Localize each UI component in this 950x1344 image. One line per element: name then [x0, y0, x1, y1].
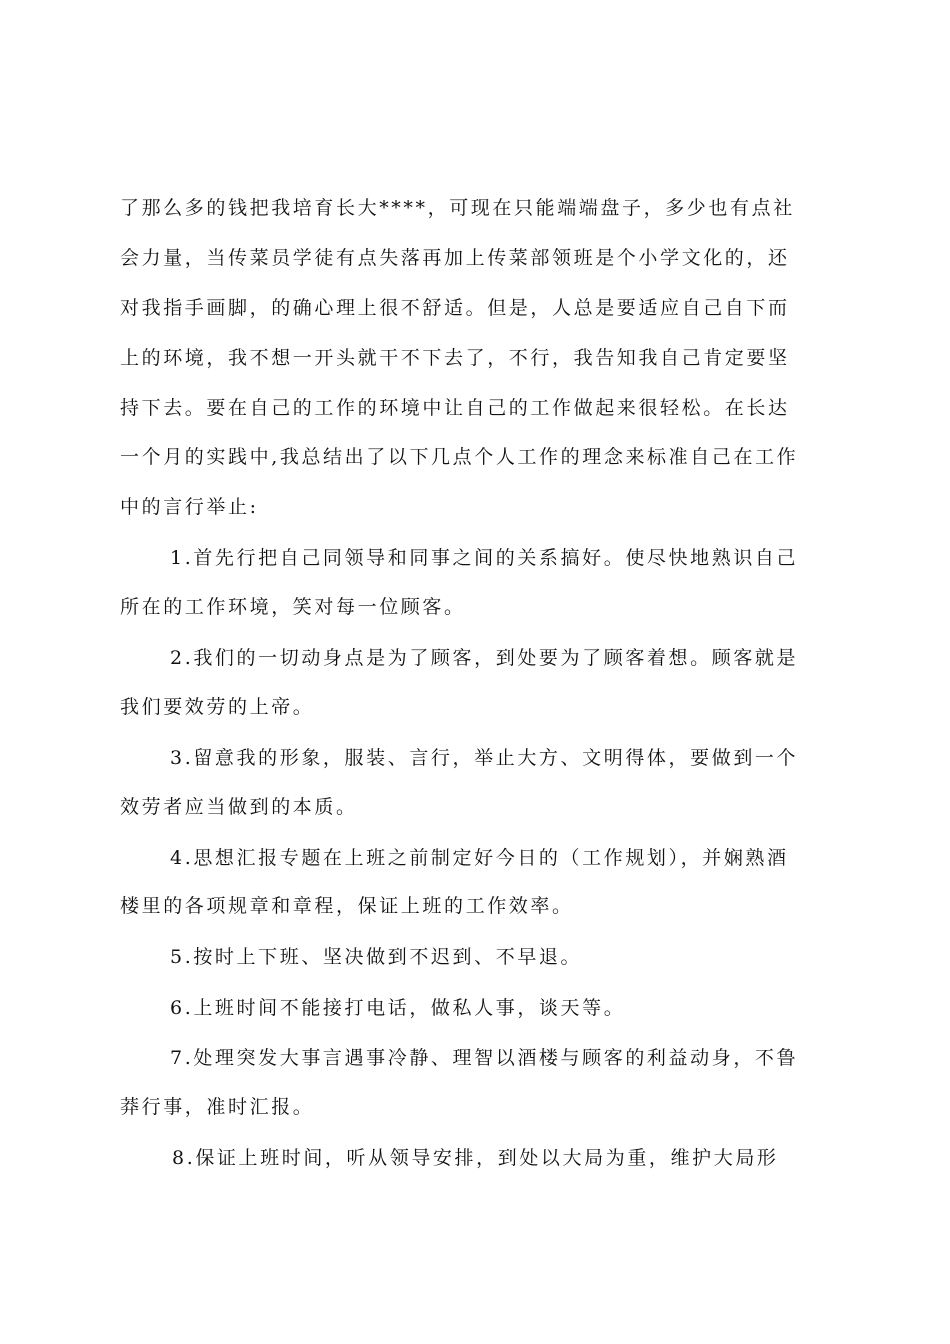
text-line: 楼里的各项规章和章程，保证上班的工作效率。 [120, 895, 574, 917]
text-line: 4.思想汇报专题在上班之前制定好今日的（工作规划），并娴熟酒 [170, 847, 789, 869]
text-line: 5.按时上下班、坚决做到不迟到、不早退。 [170, 946, 583, 968]
text-line: 莽行事，准时汇报。 [120, 1096, 315, 1118]
text-line: 持下去。要在自己的工作的环境中让自己的工作做起来很轻松。在长达 [120, 397, 790, 419]
text-line: 7.处理突发大事言遇事冷静、理智以酒楼与顾客的利益动身，不鲁 [170, 1047, 799, 1069]
text-line: 了那么多的钱把我培育长大****，可现在只能端端盘子，多少也有点社 [120, 197, 795, 219]
text-line: 所在的工作环境，笑对每一位顾客。 [120, 596, 466, 618]
text-line: 中的言行举止: [120, 496, 259, 518]
text-line: 会力量，当传菜员学徒有点失落再加上传菜部领班是个小学文化的，还 [120, 247, 790, 269]
text-line: 2.我们的一切动身点是为了顾客，到处要为了顾客着想。顾客就是 [170, 647, 799, 669]
text-line: 对我指手画脚，的确心理上很不舒适。但是，人总是要适应自己自下而 [120, 297, 790, 319]
text-line: 6.上班时间不能接打电话，做私人事，谈天等。 [170, 997, 626, 1019]
text-line: 一个月的实践中,我总结出了以下几点个人工作的理念来标准自己在工作 [120, 446, 799, 468]
text-line: 我们要效劳的上帝。 [120, 696, 315, 718]
text-line: 3.留意我的形象，服装、言行，举止大方、文明得体，要做到一个 [170, 747, 799, 769]
text-line: 效劳者应当做到的本质。 [120, 796, 358, 818]
text-line: 1.首先行把自己同领导和同事之间的关系搞好。使尽快地熟识自己 [170, 547, 799, 569]
text-line: 上的环境，我不想一开头就干不下去了，不行，我告知我自己肯定要坚 [120, 347, 790, 369]
text-line: 8.保证上班时间，听从领导安排，到处以大局为重，维护大局形 [172, 1147, 779, 1169]
